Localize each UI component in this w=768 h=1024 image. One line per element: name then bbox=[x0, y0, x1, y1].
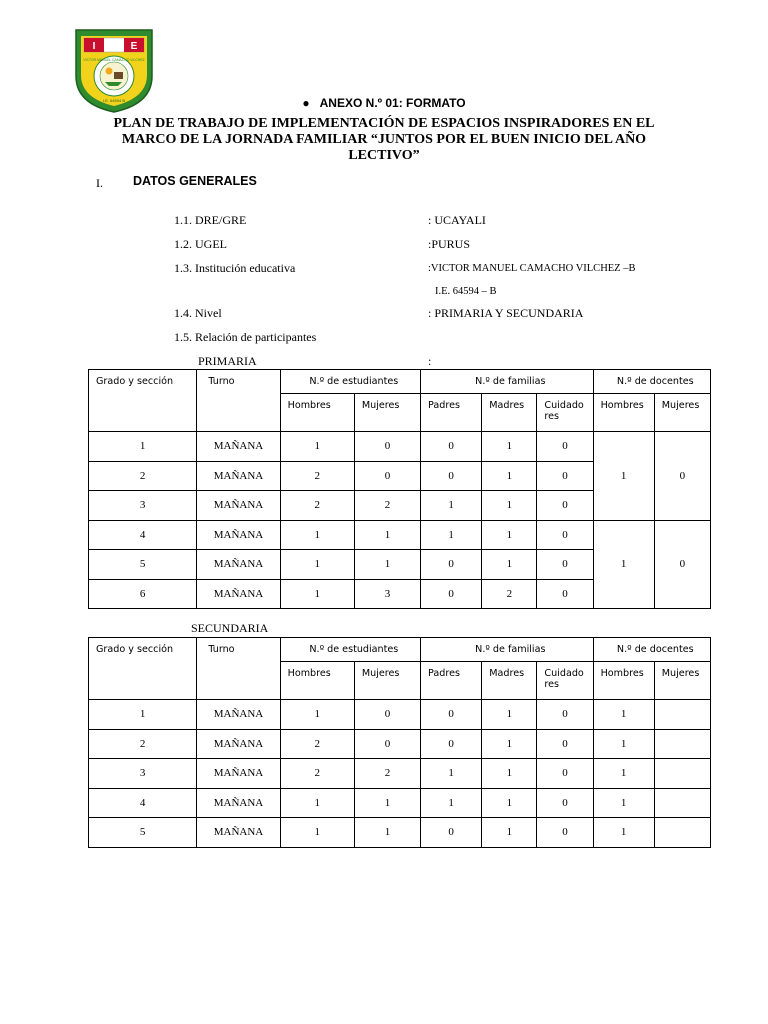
cell-grado: 3 bbox=[89, 491, 197, 521]
cell-madres: 1 bbox=[482, 520, 537, 550]
cell-madres: 1 bbox=[482, 759, 537, 789]
cell-cuidadores: 0 bbox=[537, 491, 593, 521]
annex-label: ANEXO N.º 01: FORMATO bbox=[319, 96, 466, 110]
field-value-institucion: :VICTOR MANUEL CAMACHO VILCHEZ –B bbox=[428, 263, 636, 274]
logo-letter-e: E bbox=[130, 41, 138, 52]
subheader-hombres: Hombres bbox=[280, 394, 354, 432]
field-label-nivel: 1.4. Nivel bbox=[174, 306, 222, 320]
cell-doc-hombres: 1 bbox=[593, 432, 654, 521]
cell-doc-hombres: 1 bbox=[593, 759, 654, 789]
table-row bbox=[89, 700, 711, 730]
table-row bbox=[89, 432, 711, 462]
field-value-dre: : UCAYALI bbox=[428, 213, 486, 227]
field-label-participantes: 1.5. Relación de participantes bbox=[174, 330, 317, 344]
cell-padres: 0 bbox=[421, 700, 482, 730]
cell-doc-hombres: 1 bbox=[593, 520, 654, 609]
subheader-madres: Madres bbox=[482, 662, 537, 700]
cell-madres: 1 bbox=[482, 461, 537, 491]
subheader-doc-mujeres: Mujeres bbox=[654, 394, 710, 432]
primaria-table bbox=[88, 369, 711, 609]
table-row bbox=[89, 729, 711, 759]
section-title: DATOS GENERALES bbox=[133, 174, 257, 188]
bullet-icon: ● bbox=[302, 96, 310, 110]
cell-hombres: 1 bbox=[280, 550, 354, 580]
table-row bbox=[89, 788, 711, 818]
cell-turno: MAÑANA bbox=[197, 818, 280, 848]
cell-madres: 1 bbox=[482, 550, 537, 580]
cell-grado: 1 bbox=[89, 700, 197, 730]
cell-madres: 1 bbox=[482, 818, 537, 848]
cell-hombres: 1 bbox=[280, 700, 354, 730]
field-value-ugel: :PURUS bbox=[428, 237, 471, 251]
cell-madres: 1 bbox=[482, 700, 537, 730]
title-line: MARCO DE LA JORNADA FAMILIAR “JUNTOS POR EL BUEN INICIO DEL AÑO bbox=[121, 132, 647, 147]
header-turno: Turno bbox=[197, 370, 280, 432]
cell-padres: 0 bbox=[421, 579, 482, 609]
cell-hombres: 2 bbox=[280, 759, 354, 789]
cell-mujeres: 0 bbox=[354, 729, 420, 759]
cell-madres: 2 bbox=[482, 579, 537, 609]
header-docentes: N.º de docentes bbox=[593, 370, 710, 394]
logo-ring-text: VICTOR MANUEL CAMACHO VILCHEZ bbox=[83, 58, 145, 62]
cell-mujeres: 0 bbox=[354, 700, 420, 730]
cell-cuidadores: 0 bbox=[537, 729, 593, 759]
cell-turno: MAÑANA bbox=[197, 729, 280, 759]
cell-grado: 4 bbox=[89, 788, 197, 818]
field-value-ie-code: I.E. 64594 – B bbox=[435, 286, 497, 297]
logo-letter-i: I bbox=[92, 41, 96, 52]
cell-grado: 2 bbox=[89, 729, 197, 759]
table-row bbox=[89, 520, 711, 550]
cell-turno: MAÑANA bbox=[197, 491, 280, 521]
document-title bbox=[90, 116, 678, 164]
subheader-padres: Padres bbox=[421, 394, 482, 432]
header-grado: Grado y sección bbox=[89, 370, 197, 432]
cell-padres: 0 bbox=[421, 432, 482, 462]
header-familias: N.º de familias bbox=[421, 370, 594, 394]
secundaria-label: SECUNDARIA bbox=[191, 621, 269, 635]
cell-turno: MAÑANA bbox=[197, 550, 280, 580]
cell-grado: 1 bbox=[89, 432, 197, 462]
cell-hombres: 1 bbox=[280, 579, 354, 609]
cell-doc-hombres: 1 bbox=[593, 729, 654, 759]
cell-doc-mujeres bbox=[654, 818, 710, 848]
cell-hombres: 1 bbox=[280, 818, 354, 848]
cell-mujeres: 2 bbox=[354, 491, 420, 521]
header-docentes: N.º de docentes bbox=[593, 638, 710, 662]
cell-mujeres: 1 bbox=[354, 818, 420, 848]
cell-madres: 1 bbox=[482, 788, 537, 818]
cell-mujeres: 1 bbox=[354, 788, 420, 818]
cell-padres: 1 bbox=[421, 759, 482, 789]
subheader-mujeres: Mujeres bbox=[354, 394, 420, 432]
cell-cuidadores: 0 bbox=[537, 520, 593, 550]
cell-doc-mujeres bbox=[654, 759, 710, 789]
cell-cuidadores: 0 bbox=[537, 550, 593, 580]
cell-doc-mujeres: 0 bbox=[654, 432, 710, 521]
field-label-dre: 1.1. DRE/GRE bbox=[174, 213, 247, 227]
cell-cuidadores: 0 bbox=[537, 700, 593, 730]
cell-hombres: 1 bbox=[280, 432, 354, 462]
header-estudiantes: N.º de estudiantes bbox=[280, 370, 420, 394]
cell-hombres: 2 bbox=[280, 491, 354, 521]
subheader-padres: Padres bbox=[421, 662, 482, 700]
cell-doc-mujeres bbox=[654, 700, 710, 730]
cell-padres: 1 bbox=[421, 788, 482, 818]
header-turno: Turno bbox=[197, 638, 280, 700]
cell-turno: MAÑANA bbox=[197, 579, 280, 609]
cell-doc-mujeres bbox=[654, 729, 710, 759]
title-line: PLAN DE TRABAJO DE IMPLEMENTACIÓN DE ESPACIOS INSPIRADORES EN EL bbox=[113, 116, 655, 131]
cell-cuidadores: 0 bbox=[537, 579, 593, 609]
subheader-doc-hombres: Hombres bbox=[593, 394, 654, 432]
cell-doc-hombres: 1 bbox=[593, 818, 654, 848]
cell-cuidadores: 0 bbox=[537, 818, 593, 848]
cell-madres: 1 bbox=[482, 432, 537, 462]
cell-mujeres: 1 bbox=[354, 550, 420, 580]
secundaria-table bbox=[88, 637, 711, 848]
title-line: LECTIVO” bbox=[348, 148, 420, 163]
cell-turno: MAÑANA bbox=[197, 432, 280, 462]
subheader-doc-hombres: Hombres bbox=[593, 662, 654, 700]
cell-hombres: 2 bbox=[280, 729, 354, 759]
subheader-mujeres: Mujeres bbox=[354, 662, 420, 700]
cell-hombres: 1 bbox=[280, 520, 354, 550]
header-familias: N.º de familias bbox=[421, 638, 594, 662]
cell-mujeres: 0 bbox=[354, 461, 420, 491]
cell-madres: 1 bbox=[482, 729, 537, 759]
cell-grado: 6 bbox=[89, 579, 197, 609]
subheader-cuidadores: Cuidado res bbox=[537, 662, 593, 700]
cell-padres: 1 bbox=[421, 491, 482, 521]
primaria-colon: : bbox=[428, 354, 432, 368]
cell-doc-hombres: 1 bbox=[593, 788, 654, 818]
cell-turno: MAÑANA bbox=[197, 700, 280, 730]
field-label-institucion: 1.3. Institución educativa bbox=[174, 261, 296, 275]
cell-mujeres: 0 bbox=[354, 432, 420, 462]
cell-turno: MAÑANA bbox=[197, 788, 280, 818]
cell-cuidadores: 0 bbox=[537, 432, 593, 462]
cell-padres: 0 bbox=[421, 729, 482, 759]
cell-mujeres: 2 bbox=[354, 759, 420, 789]
field-value-nivel: : PRIMARIA Y SECUNDARIA bbox=[428, 306, 584, 320]
annex-heading bbox=[0, 96, 768, 110]
cell-doc-mujeres: 0 bbox=[654, 520, 710, 609]
cell-grado: 3 bbox=[89, 759, 197, 789]
header-grado: Grado y sección bbox=[89, 638, 197, 700]
cell-mujeres: 3 bbox=[354, 579, 420, 609]
cell-turno: MAÑANA bbox=[197, 461, 280, 491]
cell-padres: 1 bbox=[421, 520, 482, 550]
subheader-madres: Madres bbox=[482, 394, 537, 432]
primaria-label: PRIMARIA bbox=[198, 354, 257, 368]
cell-turno: MAÑANA bbox=[197, 520, 280, 550]
table-row bbox=[89, 818, 711, 848]
header-estudiantes: N.º de estudiantes bbox=[280, 638, 420, 662]
cell-padres: 0 bbox=[421, 550, 482, 580]
cell-grado: 4 bbox=[89, 520, 197, 550]
cell-hombres: 2 bbox=[280, 461, 354, 491]
table-row bbox=[89, 759, 711, 789]
cell-cuidadores: 0 bbox=[537, 461, 593, 491]
subheader-cuidadores: Cuidado res bbox=[537, 394, 593, 432]
cell-grado: 5 bbox=[89, 550, 197, 580]
cell-cuidadores: 0 bbox=[537, 759, 593, 789]
cell-doc-mujeres bbox=[654, 788, 710, 818]
cell-grado: 2 bbox=[89, 461, 197, 491]
cell-padres: 0 bbox=[421, 818, 482, 848]
cell-grado: 5 bbox=[89, 818, 197, 848]
cell-hombres: 1 bbox=[280, 788, 354, 818]
logo-bottom-text: I.E. 64594 B bbox=[102, 98, 126, 103]
cell-madres: 1 bbox=[482, 491, 537, 521]
cell-padres: 0 bbox=[421, 461, 482, 491]
cell-turno: MAÑANA bbox=[197, 759, 280, 789]
cell-mujeres: 1 bbox=[354, 520, 420, 550]
subheader-doc-mujeres: Mujeres bbox=[654, 662, 710, 700]
section-number: I. bbox=[96, 176, 103, 190]
cell-cuidadores: 0 bbox=[537, 788, 593, 818]
subheader-hombres: Hombres bbox=[280, 662, 354, 700]
field-label-ugel: 1.2. UGEL bbox=[174, 237, 227, 251]
cell-doc-hombres: 1 bbox=[593, 700, 654, 730]
